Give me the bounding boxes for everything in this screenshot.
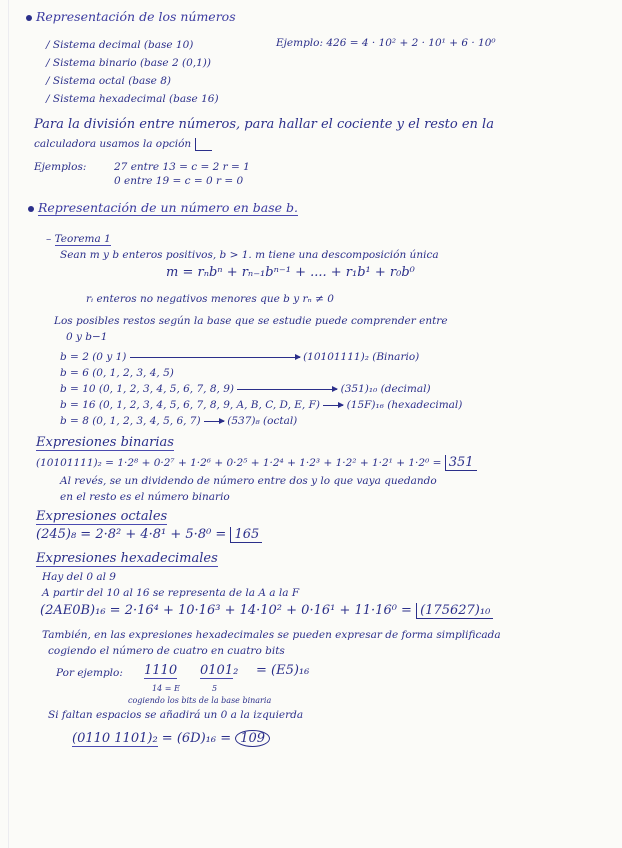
hex-line2: A partir del 10 al 16 se representa de la A a la F [42,587,300,599]
theorem-line3: Los posibles restos según la base que se estudie puede comprender entre [54,315,448,327]
hex-heading: Expresiones hexadecimales [36,551,218,566]
item-decimal: / Sistema decimal (base 10) [46,39,194,51]
bullet-icon [26,15,32,21]
octal-result: 165 [230,527,262,543]
theorem-heading: – Teorema 1 [46,233,111,245]
theorem-formula: m = rₙbⁿ + rₙ₋₁bⁿ⁻¹ + .... + r₁b¹ + r₀b⁰ [166,265,415,280]
bullet-icon [28,206,34,212]
item-binario: / Sistema binario (base 2 (0,1)) [46,57,211,69]
examples-label: Ejemplos: [34,161,87,173]
example-1: 27 entre 13 = c = 2 r = 1 [114,161,250,173]
division-paragraph-line1: Para la división entre números, para hallar el cociente y el resto en la [34,117,494,132]
hex-example-group2: 0101₂ [200,663,239,678]
base-2-row: b = 2 (0 y 1) (10101111)₂ (Binario) [60,351,420,363]
octal-heading: Expresiones octales [36,509,168,524]
hex-final-example: (0110 1101)₂ = (6D)₁₆ = 109 [72,732,270,746]
hex-example-under2: 5 [212,684,218,693]
hex-example-result: = (E5)₁₆ [256,663,310,678]
hex-final-result: 109 [235,730,270,747]
binary-note-line1: Al revés, se un dividendo de número entre dos y lo que vaya quedando [60,475,437,487]
base-8-row: b = 8 (0, 1, 2, 3, 4, 5, 6, 7) (537)₈ (octal) [60,415,298,427]
base-10-row: b = 10 (0, 1, 2, 3, 4, 5, 6, 7, 8, 9) (351)₁₀ (decimal) [60,383,431,395]
binary-heading: Expresiones binarias [36,435,174,450]
octal-expression: (245)₈ = 2·8² + 4·8¹ + 5·8⁰ = 165 [36,528,262,542]
hex-example-caption: cogiendo los bits de la base binaria [128,696,272,705]
calculator-key-icon [195,138,212,151]
hex-example-label: Por ejemplo: [56,667,123,679]
hex-line1: Hay del 0 al 9 [42,571,116,583]
theorem-line1: Sean m y b enteros positivos, b > 1. m tiene una descomposición única [60,249,439,261]
hex-result: (175627)₁₀ [416,603,493,619]
section-title-representacion: Representación de los números [26,10,236,24]
theorem-line2: rᵢ enteros no negativos menores que b y rₙ ≠ 0 [86,293,334,305]
arrow-icon [237,389,337,390]
hex-padding-note: Si faltan espacios se añadirá un 0 a la izquierda [48,709,304,721]
hex-example-group1: 1110 [144,663,178,678]
base-16-row: b = 16 (0, 1, 2, 3, 4, 5, 6, 7, 8, 9, A, B, C, D, E, F) (15F)₁₆ (hexadecimal) [60,399,463,411]
item-hexadecimal: / Sistema hexadecimal (base 16) [46,93,219,105]
binary-note-line2: en el resto es el número binario [60,491,230,503]
hex-simplify-line2: cogiendo el número de cuatro en cuatro bits [48,645,285,657]
base-6-row: b = 6 (0, 1, 2, 3, 4, 5) [60,367,174,379]
binary-result: 351 [445,455,477,471]
binary-expression: (10101111)₂ = 1·2⁸ + 0·2⁷ + 1·2⁶ + 0·2⁵ + 1·2⁴ + 1·2³ + 1·2² + 1·2¹ + 1·2⁰ = 351 [36,456,477,470]
item-octal: / Sistema octal (base 8) [46,75,171,87]
arrow-icon [323,405,343,406]
hex-expression: (2AE0B)₁₆ = 2·16⁴ + 10·16³ + 14·10² + 0·16¹ + 11·16⁰ = (175627)₁₀ [40,604,493,618]
division-paragraph-line2: calculadora usamos la opción [34,137,212,151]
decimal-example: Ejemplo: 426 = 4 · 10² + 2 · 10¹ + 6 · 10⁰ [276,37,496,49]
example-2: 0 entre 19 = c = 0 r = 0 [114,175,244,187]
hex-simplify-line1: También, en las expresiones hexadecimales se pueden expresar de forma simplificada [42,629,501,641]
hex-example-under1: 14 = E [152,684,180,693]
arrow-icon [204,421,224,422]
theorem-line4: 0 y b−1 [66,331,108,343]
section-title-base-b: Representación de un número en base b. [28,201,298,215]
page-fold [8,0,9,848]
arrow-icon [130,357,300,358]
